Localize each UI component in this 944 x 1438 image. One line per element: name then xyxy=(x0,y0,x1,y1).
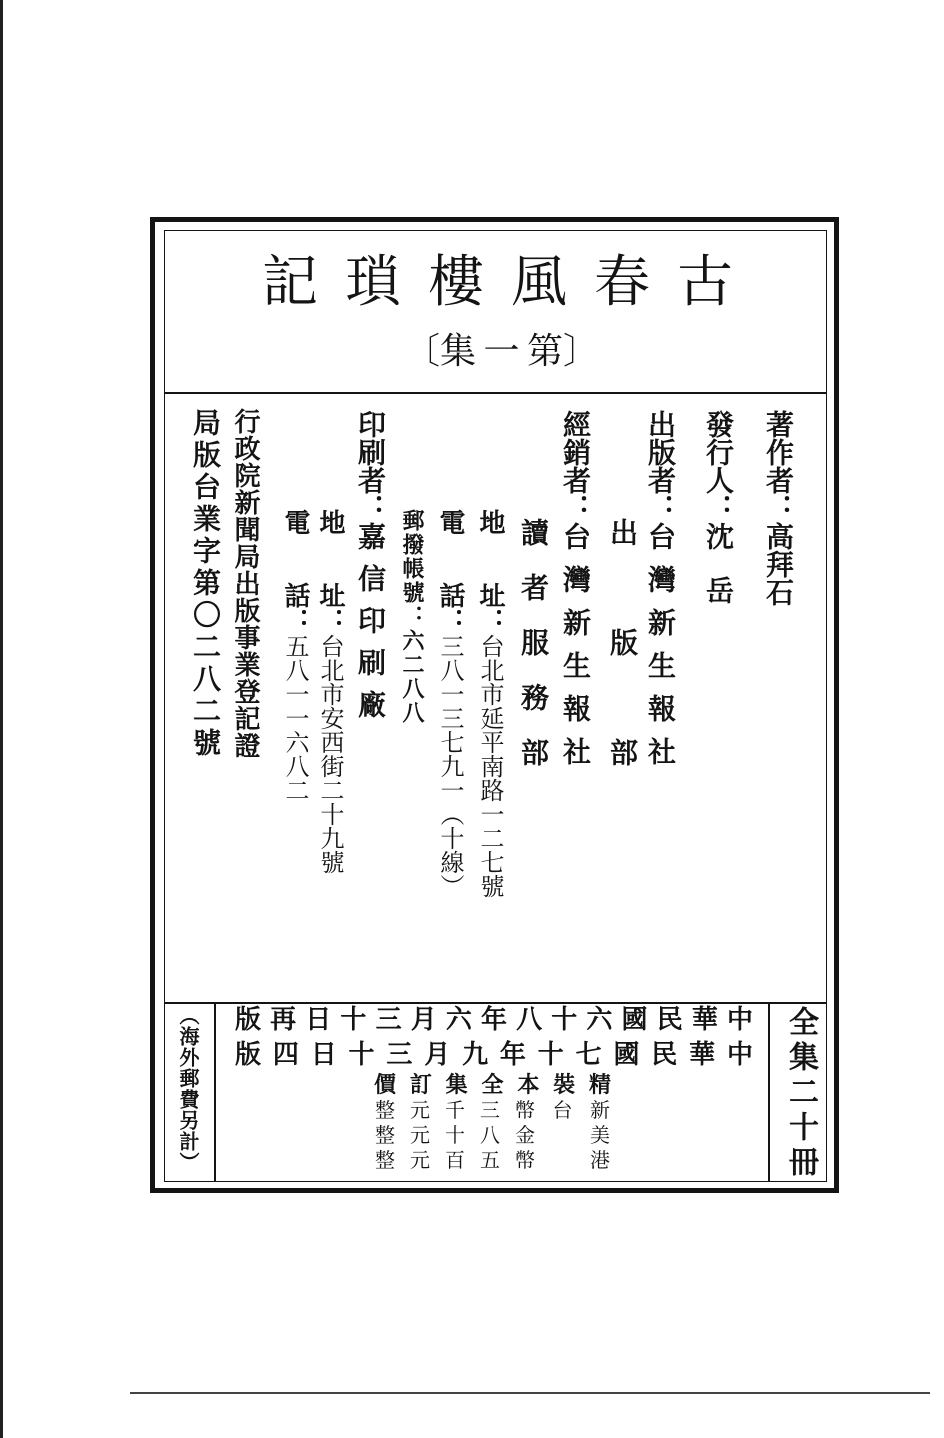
price-row xyxy=(375,1100,610,1120)
glyph: 國 xyxy=(613,1040,640,1070)
glyph: 集 xyxy=(445,1072,468,1098)
credit-value: 高拜石 xyxy=(762,522,795,606)
registration-authority: 行政院新聞局出版事業登記證 xyxy=(230,408,260,759)
glyph: 十 xyxy=(348,1040,375,1070)
glyph: 全 xyxy=(481,1072,504,1098)
glyph: 版 xyxy=(235,1005,262,1035)
glyph: 八 xyxy=(480,1123,500,1147)
glyph: 月 xyxy=(424,1040,451,1070)
credit-label: 經銷者： xyxy=(559,410,592,522)
glyph: 元 xyxy=(410,1148,430,1172)
price-row xyxy=(375,1150,610,1170)
glyph: 新 xyxy=(590,1098,610,1122)
glyph: 中 xyxy=(726,1005,753,1035)
book-title xyxy=(262,250,733,315)
page-left-edge xyxy=(0,0,3,1438)
glyph: 民 xyxy=(656,1005,683,1035)
credit-value: 三八一三七九一（十線） xyxy=(436,634,464,898)
credit-value: 台灣新生報社 xyxy=(559,522,592,780)
credit-distributor-dept xyxy=(517,518,550,793)
glyph: 幣 xyxy=(515,1148,535,1172)
glyph: 樓 xyxy=(428,250,484,315)
credit-author xyxy=(762,410,795,606)
glyph: 台 xyxy=(552,1098,573,1122)
glyph: 裝 xyxy=(553,1072,576,1098)
subtitle-text xyxy=(440,331,563,372)
credit-value: 五八一一六八二 xyxy=(281,634,309,802)
set-info-divider xyxy=(768,1002,770,1181)
glyph: 百 xyxy=(445,1148,465,1172)
glyph: 集 xyxy=(440,331,477,372)
credit-label: 印刷者： xyxy=(354,410,387,522)
glyph: 三 xyxy=(386,1040,413,1070)
glyph: 訂 xyxy=(409,1072,432,1098)
glyph: 幣 xyxy=(515,1098,535,1122)
glyph: 本 xyxy=(517,1072,540,1098)
glyph: 六 xyxy=(445,1005,472,1035)
credit-label: 電話： xyxy=(280,509,310,634)
glyph: 古 xyxy=(677,250,733,315)
glyph: 元 xyxy=(410,1123,430,1147)
glyph: 日 xyxy=(305,1005,332,1035)
price-row xyxy=(375,1125,610,1145)
registration-number: 局版台業字第〇二八二號 xyxy=(189,408,222,760)
glyph: 六 xyxy=(586,1005,613,1035)
glyph: 十 xyxy=(551,1005,578,1035)
glyph: 記 xyxy=(262,250,318,315)
glyph: 千 xyxy=(445,1098,465,1122)
price-header xyxy=(374,1074,611,1096)
glyph: 再 xyxy=(270,1005,297,1035)
glyph: 月 xyxy=(410,1005,437,1035)
price-currency xyxy=(515,1125,610,1145)
glyph: 整 xyxy=(375,1148,395,1172)
credit-label: 郵撥帳號： xyxy=(399,509,425,629)
credit-label: 地址： xyxy=(315,509,345,634)
glyph: 精 xyxy=(588,1072,611,1098)
distributor-phone xyxy=(437,509,463,898)
glyph: 三 xyxy=(375,1005,402,1035)
printer-address xyxy=(317,509,343,874)
credit-label: 著作者： xyxy=(762,410,795,522)
glyph: 一 xyxy=(483,331,520,372)
glyph: 日 xyxy=(310,1040,337,1070)
price-amount xyxy=(375,1150,500,1170)
glyph: 整 xyxy=(375,1123,395,1147)
glyph: 春 xyxy=(594,250,650,315)
credit-value: 沈岳 xyxy=(702,522,735,630)
glyph: 第 xyxy=(526,331,563,372)
credit-label: 電話： xyxy=(435,509,465,634)
glyph: 華 xyxy=(691,1005,718,1035)
subtitle-open-bracket: 〔 xyxy=(404,331,441,372)
glyph: 九 xyxy=(462,1040,489,1070)
credit-value: 讀者服務部 xyxy=(517,518,550,793)
glyph: 五 xyxy=(480,1148,500,1172)
glyph: 三 xyxy=(480,1098,500,1122)
glyph: 華 xyxy=(689,1040,716,1070)
credit-distributor xyxy=(559,410,592,780)
credit-printer xyxy=(354,410,387,732)
distributor-address xyxy=(477,509,503,898)
postal-transfer-account xyxy=(401,509,423,725)
set-volume-count: 全集二十冊 xyxy=(783,1006,818,1181)
credit-value: 嘉信印刷廠 xyxy=(354,522,387,732)
bottom-divider xyxy=(165,1002,826,1004)
title-divider xyxy=(165,392,826,394)
glyph: 十 xyxy=(340,1005,367,1035)
glyph: 整 xyxy=(375,1098,395,1122)
glyph: 金 xyxy=(515,1123,535,1147)
credit-label: 地址： xyxy=(475,509,505,634)
price-amount xyxy=(375,1125,500,1145)
credit-value: 台灣新生報社 xyxy=(644,522,677,780)
credit-label: 發行人： xyxy=(702,410,735,522)
page-bottom-rule xyxy=(130,1392,930,1394)
edition-line xyxy=(235,1042,753,1068)
glyph: 年 xyxy=(480,1005,507,1035)
glyph: 民 xyxy=(651,1040,678,1070)
subtitle-close-bracket: 〕 xyxy=(563,331,600,372)
credit-value: 台北市延平南路一二七號 xyxy=(476,634,504,898)
glyph: 價 xyxy=(374,1072,397,1098)
credit-value: 出版部 xyxy=(606,518,639,848)
credit-label: 出版者： xyxy=(644,410,677,522)
glyph: 國 xyxy=(621,1005,648,1035)
glyph: 風 xyxy=(511,250,567,315)
credit-value: 六二八八 xyxy=(399,629,425,725)
glyph: 版 xyxy=(235,1040,262,1070)
glyph: 十 xyxy=(537,1040,564,1070)
glyph: 港 xyxy=(590,1148,610,1172)
price-currency xyxy=(515,1150,610,1170)
glyph: 美 xyxy=(590,1123,610,1147)
overseas-postage-note: （海外郵費另計） xyxy=(176,1005,200,1173)
price-amount xyxy=(375,1100,500,1120)
glyph: 四 xyxy=(272,1040,299,1070)
edition-line xyxy=(235,1007,753,1033)
credit-publisher-dept xyxy=(606,518,639,848)
glyph: 年 xyxy=(499,1040,526,1070)
glyph: 中 xyxy=(726,1040,753,1070)
volume-subtitle xyxy=(404,331,600,372)
glyph: 七 xyxy=(575,1040,602,1070)
glyph: 元 xyxy=(410,1098,430,1122)
credit-publisher xyxy=(644,410,677,780)
glyph: 十 xyxy=(445,1123,465,1147)
price-currency xyxy=(515,1100,610,1120)
glyph: 瑣 xyxy=(345,250,401,315)
credit-value: 台北市安西街二十九號 xyxy=(316,634,344,874)
overseas-note-divider xyxy=(214,1002,216,1181)
credit-issuer xyxy=(702,410,735,630)
printer-phone xyxy=(282,509,308,802)
glyph: 八 xyxy=(516,1005,543,1035)
